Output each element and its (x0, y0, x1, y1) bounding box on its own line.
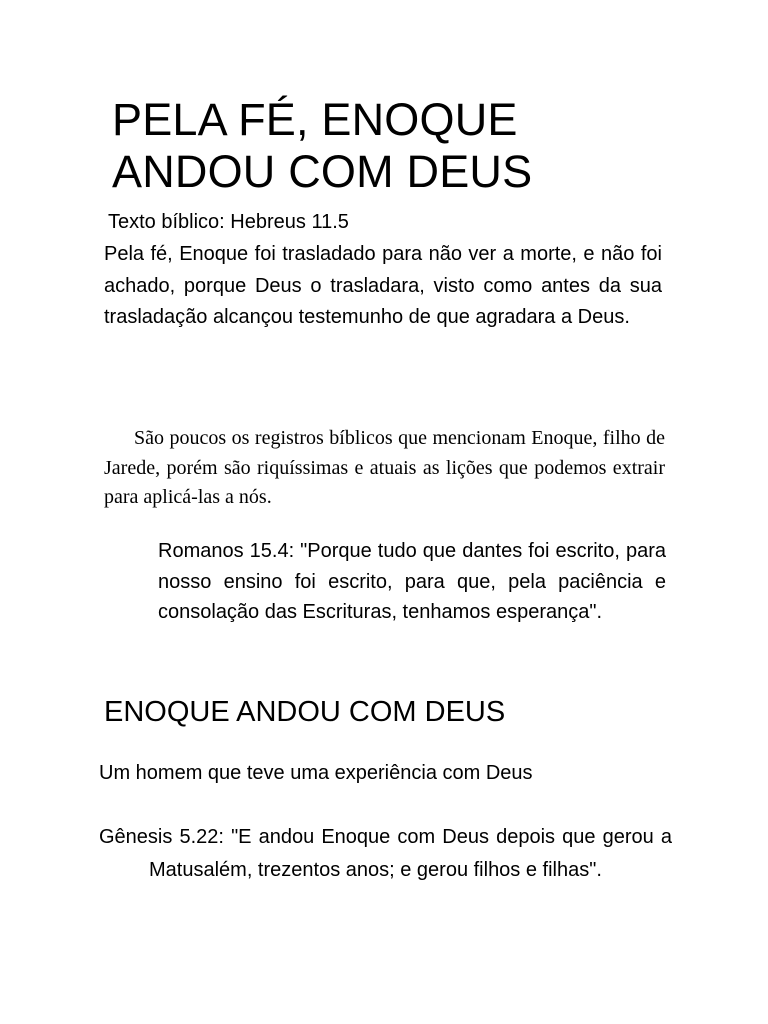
verse-text: Pela fé, Enoque foi trasladado para não ver a morte, e não foi achado, porque Deus o trasladara, visto como antes da sua trasladação alcançou testemunho de que agradara a Deus. (104, 243, 662, 328)
romans-quote: Romanos 15.4: "Porque tudo que dantes foi escrito, para nosso ensino foi escrito, para que, pela paciência e consolação das Escrituras, tenhamos esperança". (158, 540, 666, 623)
page-title: PELA FÉ, ENOQUE ANDOU COM DEUS (112, 94, 533, 197)
genesis-quote: Gênesis 5.22: "E andou Enoque com Deus depois que gerou a Matusalém, trezentos anos; e gerou filhos e filhas". (99, 826, 672, 881)
section-heading: ENOQUE ANDOU COM DEUS (104, 696, 506, 728)
bible-reference: Texto bíblico: Hebreus 11.5 (108, 211, 349, 233)
intro-paragraph: São poucos os registros bíblicos que mencionam Enoque, filho de Jarede, porém são riquíssimas e atuais as lições que podemos extrair para aplicá-las a nós. (104, 427, 665, 508)
subheading: Um homem que teve uma experiência com Deus (99, 762, 533, 784)
